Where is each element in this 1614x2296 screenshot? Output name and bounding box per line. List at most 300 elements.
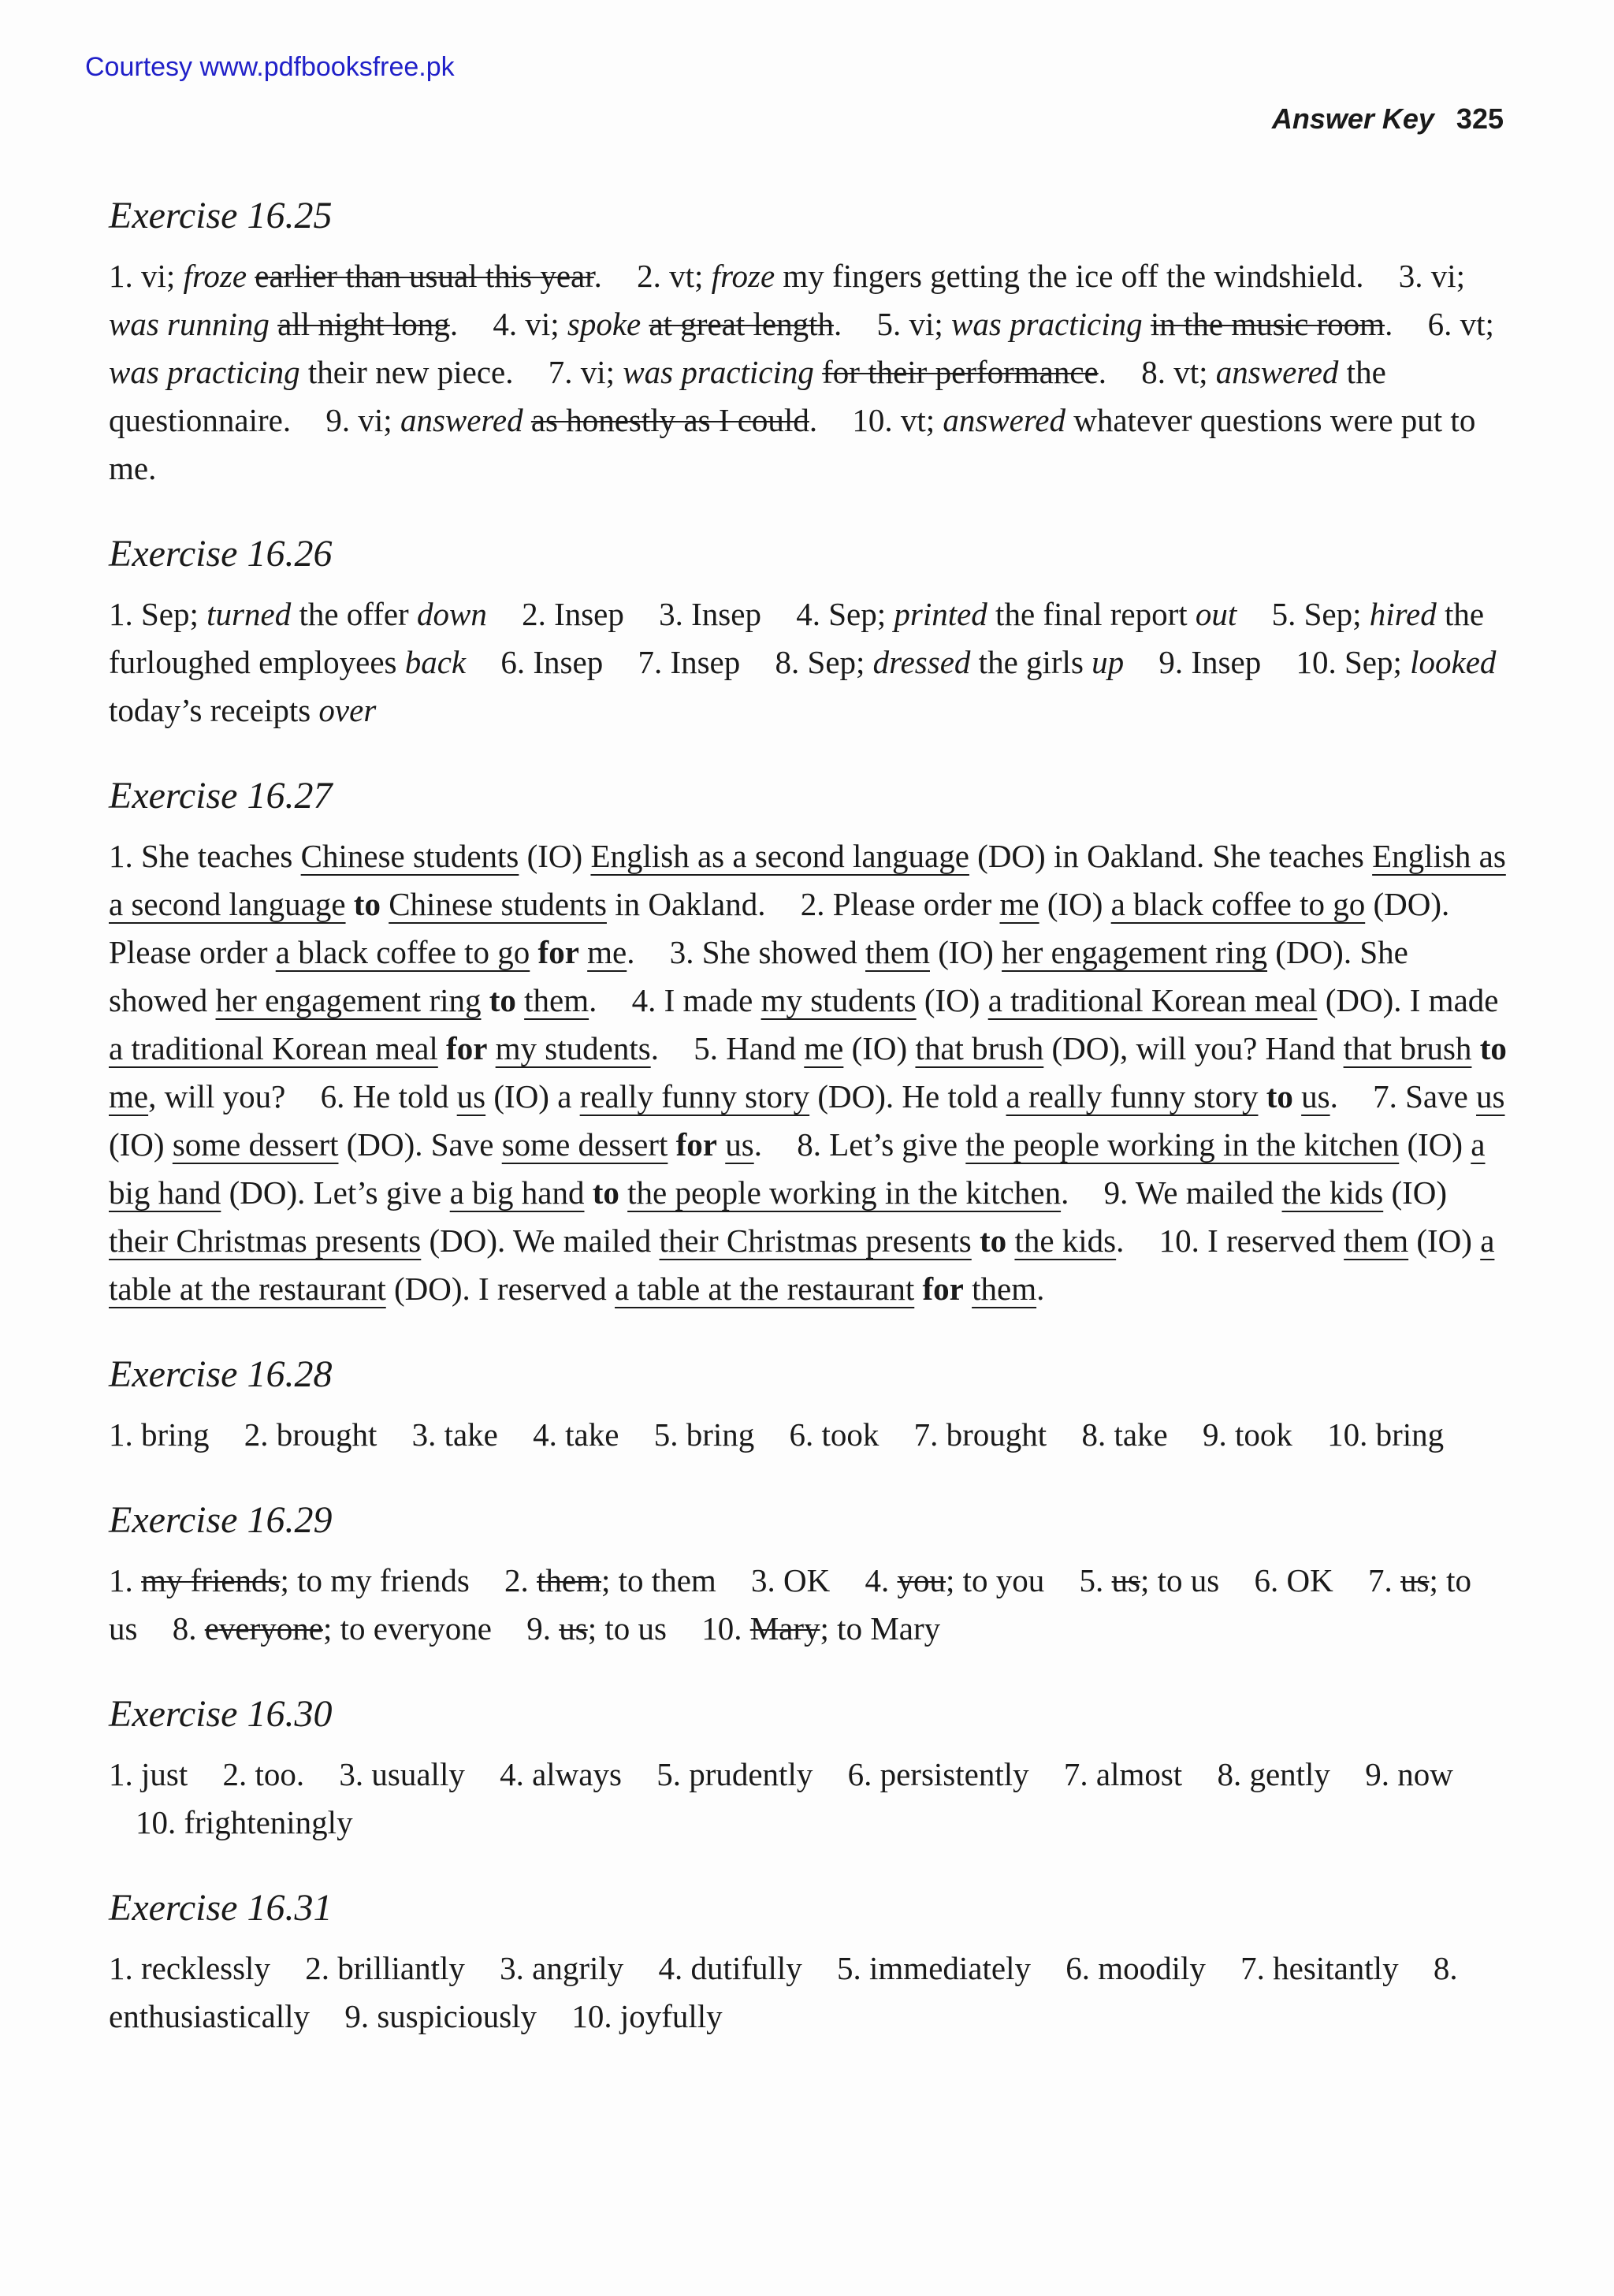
answer-number: 2.: [800, 886, 825, 922]
answer-text: printed: [894, 596, 987, 632]
exercise-answers: [109, 590, 1508, 735]
answer-text: ; to you: [946, 1562, 1045, 1598]
answer-number: 7.: [1367, 1562, 1393, 1598]
struck-text: all night long: [277, 306, 450, 342]
answer-text: ; to Mary: [820, 1610, 941, 1647]
answer-number: 9.: [325, 402, 351, 438]
answer-text: .: [449, 306, 459, 342]
answer-text: my fingers getting the ice off the windshield.: [775, 258, 1364, 294]
answer-number: 2.: [305, 1950, 329, 1986]
answer-text: (DO). I made: [1317, 982, 1499, 1018]
answer-text: vt;: [669, 258, 712, 294]
answer-text: I reserved: [1207, 1222, 1344, 1259]
answer-text: over: [318, 692, 377, 728]
answer-text: (DO). She showed: [109, 934, 1408, 1018]
answer-text: [270, 306, 277, 342]
answer-number: 8.: [1141, 354, 1166, 390]
answer-text: Sep;: [1303, 596, 1370, 632]
answer-text: Let’s give: [829, 1126, 966, 1163]
answer-number: 8.: [172, 1610, 197, 1647]
answer-number: 8.: [797, 1126, 821, 1163]
answer-text: [1258, 1078, 1266, 1115]
answer-text: Insep: [691, 596, 761, 632]
answer-number: 5.: [653, 1416, 679, 1453]
answer-text: vt;: [900, 402, 943, 438]
exercise-section: [109, 769, 1508, 1313]
answer-text: [619, 1174, 627, 1211]
answer-number: 5.: [656, 1756, 681, 1792]
answer-text: brought: [946, 1416, 1047, 1453]
exercise-section: [109, 1881, 1508, 2041]
underlined-text: them: [1344, 1222, 1409, 1259]
underlined-text: them: [972, 1271, 1037, 1307]
answer-number: 1.: [109, 258, 133, 294]
answer-text: was practicing: [623, 354, 814, 390]
answer-text: Sep;: [1344, 644, 1411, 680]
answer-text: was practicing: [109, 354, 300, 390]
answer-text: for: [922, 1271, 964, 1307]
answer-number: 1.: [109, 838, 133, 874]
answer-text: [438, 1030, 446, 1066]
underlined-text: a traditional Korean meal: [987, 982, 1318, 1018]
exercise-answers: [109, 1411, 1508, 1459]
answer-text: immediately: [869, 1950, 1031, 1986]
answer-text: brilliantly: [337, 1950, 465, 1986]
answer-text: to: [489, 982, 516, 1018]
answer-number: 10.: [1296, 644, 1337, 680]
answer-text: vi;: [580, 354, 623, 390]
answer-text: [516, 982, 524, 1018]
answer-text: [346, 886, 354, 922]
answer-text: (IO): [930, 934, 1002, 970]
answer-text: [668, 1126, 675, 1163]
underlined-text: some dessert: [501, 1126, 668, 1163]
answer-number: 6.: [1065, 1950, 1090, 1986]
answer-text: Insep: [670, 644, 741, 680]
answer-number: 6.: [1254, 1562, 1279, 1598]
answer-text: vt;: [1460, 306, 1494, 342]
answer-text: ; to us: [1140, 1562, 1220, 1598]
answer-text: Sep;: [828, 596, 894, 632]
underlined-text: me: [804, 1030, 844, 1066]
answer-text: to: [1266, 1078, 1293, 1115]
answer-text: hired: [1369, 596, 1437, 632]
answer-text: .: [753, 1126, 762, 1163]
exercise-title: Exercise 16.29: [109, 1499, 333, 1541]
answer-number: 7.: [638, 644, 663, 680]
answer-number: 7.: [1240, 1950, 1265, 1986]
answer-number: 4.: [500, 1756, 524, 1792]
underlined-text: her engagement ring: [215, 982, 482, 1018]
answer-text: (IO): [916, 982, 988, 1018]
answer-text: .: [593, 258, 602, 294]
answer-number: 3.: [751, 1562, 775, 1598]
answer-text: for: [446, 1030, 488, 1066]
answer-number: 7.: [1373, 1078, 1397, 1115]
underlined-text: a big hand: [449, 1174, 585, 1211]
answer-text: vi;: [358, 402, 400, 438]
answer-text: .: [627, 934, 635, 970]
answer-text: joyfully: [619, 1998, 723, 2034]
answer-text: the questionnaire.: [109, 354, 1386, 438]
struck-text: in the music room: [1150, 306, 1385, 342]
answer-text: vi;: [909, 306, 952, 342]
underlined-text: a table at the restaurant: [615, 1271, 915, 1307]
answer-number: 3.: [339, 1756, 364, 1792]
exercise-section: [109, 527, 1508, 735]
answer-text: back: [404, 644, 467, 680]
answer-text: bring: [686, 1416, 755, 1453]
underlined-text: a black coffee to go: [1110, 886, 1366, 922]
answer-text: (IO): [843, 1030, 916, 1066]
answer-number: 1.: [109, 1950, 133, 1986]
exercise-answers: [109, 252, 1508, 493]
answer-text: brought: [276, 1416, 377, 1453]
answer-text: for: [675, 1126, 717, 1163]
answer-text: Insep: [533, 644, 604, 680]
answer-number: 1.: [109, 1756, 133, 1792]
underlined-text: some dessert: [172, 1126, 339, 1163]
struck-text: my friends: [141, 1562, 281, 1598]
underlined-text: their Christmas presents: [109, 1222, 422, 1259]
answer-text: answered: [943, 402, 1065, 438]
answer-text: .: [589, 982, 597, 1018]
answer-number: 2.: [504, 1562, 529, 1598]
struck-text: us: [1111, 1562, 1141, 1598]
answer-number: 1.: [109, 1562, 133, 1598]
answer-text: took: [1234, 1416, 1292, 1453]
answer-text: take: [565, 1416, 619, 1453]
answer-text: bring: [141, 1416, 210, 1453]
underlined-text: them: [524, 982, 589, 1018]
answer-text: hesitantly: [1273, 1950, 1399, 1986]
answer-text: (DO). Please order: [109, 886, 1450, 970]
answer-text: (DO), will you? Hand: [1043, 1030, 1344, 1066]
answer-text: I made: [664, 982, 761, 1018]
answer-text: [584, 1174, 592, 1211]
answer-text: today’s receipts: [109, 692, 319, 728]
answer-number: 4.: [631, 982, 656, 1018]
underlined-text: a really funny story: [1006, 1078, 1259, 1115]
answer-key-content: [109, 189, 1508, 2075]
answer-number: 6.: [320, 1078, 345, 1115]
answer-text: recklessly: [141, 1950, 270, 1986]
underlined-text: her engagement ring: [1002, 934, 1268, 970]
answer-number: 7.: [548, 354, 573, 390]
answer-text: [717, 1126, 725, 1163]
answer-text: (DO). Let’s give: [221, 1174, 450, 1211]
answer-number: 5.: [1079, 1562, 1104, 1598]
answer-text: Sep;: [141, 596, 207, 632]
answer-text: (IO): [1408, 1222, 1481, 1259]
answer-text: Sep;: [807, 644, 873, 680]
underlined-text: Chinese students: [389, 886, 607, 922]
answer-text: to: [1479, 1030, 1507, 1066]
answer-number: 3.: [1398, 258, 1423, 294]
page-number: 325: [1456, 102, 1504, 135]
answer-number: 1.: [109, 596, 133, 632]
answer-number: 3.: [669, 934, 694, 970]
answer-text: just: [141, 1756, 188, 1792]
answer-text: OK: [783, 1562, 831, 1598]
exercise-title: Exercise 16.31: [109, 1887, 333, 1929]
answer-text: to: [353, 886, 381, 922]
answer-number: 9.: [1202, 1416, 1227, 1453]
answer-number: 9.: [1365, 1756, 1389, 1792]
answer-number: 6.: [847, 1756, 872, 1792]
courtesy-link[interactable]: Courtesy www.pdfbooksfree.pk: [85, 52, 455, 82]
struck-text: us: [1400, 1562, 1430, 1598]
answer-number: 2.: [244, 1416, 269, 1453]
answer-text: [1006, 1222, 1014, 1259]
underlined-text: Chinese students: [300, 838, 519, 874]
answer-text: .: [1116, 1222, 1125, 1259]
answer-text: She showed: [701, 934, 866, 970]
exercise-section: [109, 1494, 1508, 1653]
struck-text: as honestly as I could: [530, 402, 809, 438]
answer-number: 6.: [1427, 306, 1452, 342]
answer-text: (DO) in Oakland. She teaches: [969, 838, 1373, 874]
section-title: Answer Key: [1271, 102, 1434, 135]
answer-text: , will you?: [148, 1078, 286, 1115]
underlined-text: my students: [761, 982, 917, 1018]
exercise-title: Exercise 16.30: [109, 1693, 333, 1735]
answer-number: 2.: [522, 596, 546, 632]
answer-text: the furloughed employees: [109, 596, 1485, 680]
answer-text: [964, 1271, 972, 1307]
answer-text: ; to us: [109, 1562, 1471, 1647]
answer-text: the offer: [291, 596, 417, 632]
answer-text: the final report: [987, 596, 1196, 632]
underlined-text: a traditional Korean meal: [109, 1030, 438, 1066]
answer-number: 3.: [659, 596, 683, 632]
answer-text: Hand: [726, 1030, 805, 1066]
answer-text: .: [1385, 306, 1393, 342]
answer-number: 6.: [500, 644, 526, 680]
answer-text: Please order: [832, 886, 1000, 922]
answer-number: 7.: [1063, 1756, 1088, 1792]
answer-text: dutifully: [690, 1950, 802, 1986]
answer-number: 3.: [411, 1416, 437, 1453]
answer-text: [523, 402, 531, 438]
answer-text: (IO): [1039, 886, 1111, 922]
answer-text: looked: [1410, 644, 1497, 680]
answer-text: their new piece.: [299, 354, 514, 390]
struck-text: you: [897, 1562, 946, 1598]
answer-number: 10.: [852, 402, 893, 438]
answer-text: ; to my friends: [280, 1562, 470, 1598]
underlined-text: us: [1301, 1078, 1330, 1115]
underlined-text: English as a second language: [109, 838, 1506, 922]
underlined-text: a black coffee to go: [275, 934, 530, 970]
answer-text: Save: [1405, 1078, 1477, 1115]
answer-number: 6.: [789, 1416, 814, 1453]
answer-text: (DO). We mailed: [421, 1222, 660, 1259]
struck-text: everyone: [204, 1610, 323, 1647]
underlined-text: really funny story: [579, 1078, 810, 1115]
answer-text: take: [1114, 1416, 1168, 1453]
answer-number: 5.: [1271, 596, 1296, 632]
exercise-section: [109, 1348, 1508, 1459]
answer-text: bring: [1375, 1416, 1445, 1453]
answer-number: 2.: [222, 1756, 247, 1792]
answer-text: always: [532, 1756, 622, 1792]
underlined-text: us: [1476, 1078, 1505, 1115]
answer-text: (DO). Save: [338, 1126, 502, 1163]
answer-text: We mailed: [1135, 1174, 1282, 1211]
answer-text: frighteningly: [184, 1804, 353, 1840]
answer-number: 9.: [1103, 1174, 1129, 1211]
answer-text: the girls: [970, 644, 1092, 680]
answer-text: She teaches: [141, 838, 301, 874]
answer-text: vt;: [1173, 354, 1216, 390]
answer-number: 10.: [701, 1610, 742, 1647]
struck-text: earlier than usual this year: [255, 258, 594, 294]
answer-number: 8.: [1433, 1950, 1458, 1986]
answer-number: 4.: [533, 1416, 557, 1453]
answer-text: vi;: [141, 258, 184, 294]
answer-text: dressed: [872, 644, 971, 680]
answer-text: enthusiastically: [109, 1998, 311, 2034]
underlined-text: me: [587, 934, 627, 970]
answer-number: 3.: [500, 1950, 524, 1986]
answer-number: 8.: [1217, 1756, 1242, 1792]
underlined-text: the kids: [1014, 1222, 1117, 1259]
struck-text: us: [559, 1610, 588, 1647]
exercise-title: Exercise 16.28: [109, 1353, 333, 1395]
answer-text: spoke: [567, 306, 642, 342]
answer-text: moodily: [1098, 1950, 1206, 1986]
answer-text: froze: [183, 258, 247, 294]
answer-text: answered: [1215, 354, 1339, 390]
answer-number: 10.: [136, 1804, 177, 1840]
struck-text: for their performance: [822, 354, 1099, 390]
underlined-text: English as a second language: [590, 838, 969, 874]
answer-text: down: [416, 596, 487, 632]
answer-text: (DO). He told: [809, 1078, 1006, 1115]
answer-text: took: [821, 1416, 880, 1453]
answer-text: for: [537, 934, 579, 970]
exercise-title: Exercise 16.27: [109, 775, 333, 817]
answer-text: (IO): [109, 1126, 173, 1163]
underlined-text: that brush: [915, 1030, 1044, 1066]
answer-text: to: [980, 1222, 1007, 1259]
exercise-title: Exercise 16.26: [109, 533, 333, 575]
answer-number: 4.: [493, 306, 518, 342]
exercise-answers: [109, 832, 1508, 1313]
answer-number: 7.: [913, 1416, 939, 1453]
answer-text: answered: [400, 402, 523, 438]
running-head: [1272, 102, 1504, 136]
answer-number: 9.: [344, 1998, 370, 2034]
answer-text: [487, 1030, 495, 1066]
answer-number: 5.: [694, 1030, 718, 1066]
answer-text: persistently: [880, 1756, 1029, 1792]
answer-text: [530, 934, 537, 970]
underlined-text: that brush: [1343, 1030, 1472, 1066]
underlined-text: a table at the restaurant: [109, 1222, 1495, 1307]
answer-number: 5.: [837, 1950, 861, 1986]
answer-text: out: [1195, 596, 1237, 632]
underlined-text: them: [865, 934, 930, 970]
answer-text: Insep: [554, 596, 624, 632]
answer-text: He told: [352, 1078, 457, 1115]
answer-text: [579, 934, 587, 970]
answer-text: .: [833, 306, 842, 342]
exercise-answers: [109, 1751, 1508, 1847]
answer-number: 2.: [637, 258, 661, 294]
answer-text: [641, 306, 649, 342]
answer-text: almost: [1095, 1756, 1183, 1792]
answer-text: [1293, 1078, 1301, 1115]
answer-text: gently: [1249, 1756, 1330, 1792]
underlined-text: the people working in the kitchen: [627, 1174, 1062, 1211]
answer-text: froze: [711, 258, 775, 294]
answer-text: .: [650, 1030, 659, 1066]
answer-text: whatever questions were put to me.: [109, 402, 1476, 486]
answer-text: ; to everyone: [322, 1610, 492, 1647]
answer-text: (DO). I reserved: [385, 1271, 615, 1307]
answer-number: 1.: [109, 1416, 133, 1453]
underlined-text: the people working in the kitchen: [965, 1126, 1400, 1163]
answer-text: Insep: [1191, 644, 1262, 680]
answer-text: (IO): [519, 838, 591, 874]
answer-text: suspiciously: [377, 1998, 537, 2034]
underlined-text: us: [725, 1126, 754, 1163]
answer-text: [247, 258, 255, 294]
answer-text: was practicing: [951, 306, 1143, 342]
underlined-text: their Christmas presents: [659, 1222, 972, 1259]
struck-text: at great length: [649, 306, 834, 342]
answer-text: OK: [1286, 1562, 1333, 1598]
underlined-text: me: [109, 1078, 149, 1115]
answer-text: too.: [255, 1756, 305, 1792]
answer-text: .: [1098, 354, 1106, 390]
answer-text: ; to them: [601, 1562, 716, 1598]
answer-text: [481, 982, 489, 1018]
answer-text: .: [1061, 1174, 1069, 1211]
answer-number: 9.: [526, 1610, 551, 1647]
answer-text: [1471, 1030, 1479, 1066]
underlined-text: my students: [495, 1030, 651, 1066]
answer-text: .: [809, 402, 818, 438]
answer-text: vi;: [525, 306, 567, 342]
answer-number: 10.: [1327, 1416, 1368, 1453]
answer-text: (IO): [1383, 1174, 1448, 1211]
struck-text: Mary: [749, 1610, 820, 1647]
answer-number: 8.: [1081, 1416, 1106, 1453]
answer-text: [381, 886, 389, 922]
answer-number: 8.: [775, 644, 800, 680]
answer-text: ; to us: [587, 1610, 667, 1647]
exercise-section: [109, 189, 1508, 493]
answer-number: 4.: [865, 1562, 890, 1598]
answer-number: 9.: [1158, 644, 1184, 680]
struck-text: them: [537, 1562, 602, 1598]
answer-text: was running: [109, 306, 270, 342]
answer-number: 4.: [796, 596, 820, 632]
answer-text: take: [444, 1416, 498, 1453]
underlined-text: the kids: [1281, 1174, 1384, 1211]
exercise-section: [109, 1688, 1508, 1847]
answer-text: (IO): [1399, 1126, 1471, 1163]
answer-text: [972, 1222, 980, 1259]
answer-number: 5.: [876, 306, 902, 342]
answer-text: vi;: [1430, 258, 1466, 294]
answer-text: angrily: [532, 1950, 624, 1986]
exercise-title: Exercise 16.25: [109, 195, 333, 236]
answer-text: .: [1036, 1271, 1045, 1307]
